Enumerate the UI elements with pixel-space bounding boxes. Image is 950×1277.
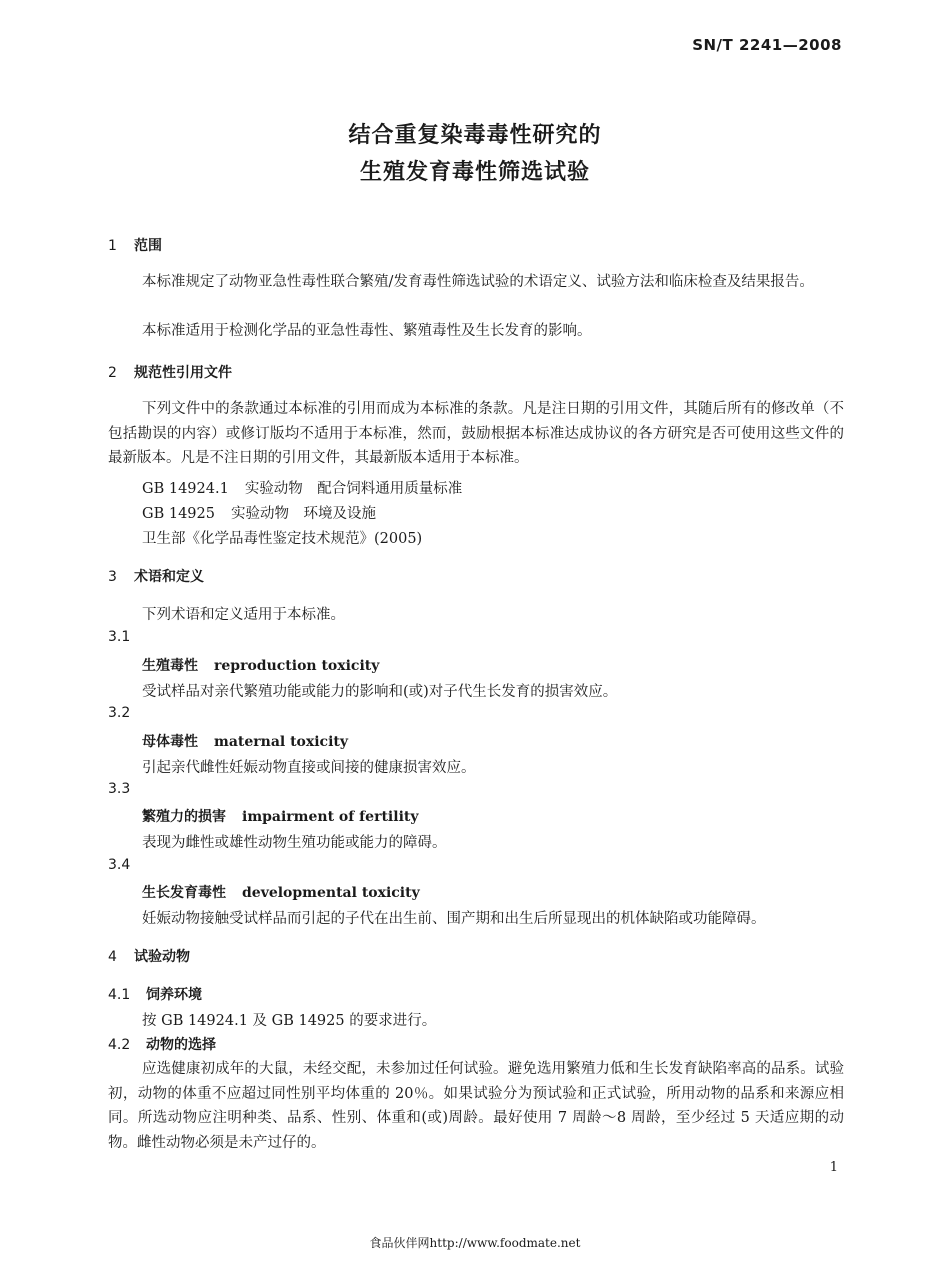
reference-item <box>142 502 376 523</box>
subsection-number: 4.1 <box>108 987 131 1003</box>
section-number: 1 <box>108 238 117 254</box>
term-english: developmental toxicity <box>242 885 420 901</box>
section-number: 3 <box>108 569 117 585</box>
page-number: 1 <box>829 1160 838 1175</box>
term-heading <box>142 731 348 751</box>
clause-number: 3.4 <box>108 857 131 873</box>
section-title: 术语和定义 <box>134 569 204 585</box>
subsection-4-2-heading <box>108 1034 216 1054</box>
term-chinese: 生殖毒性 <box>142 658 198 674</box>
reference-title: 实验动物 环境及设施 <box>230 506 376 522</box>
reference-code: GB 14925 <box>142 506 215 522</box>
standard-code: SN/T 2241—2008 <box>692 36 842 54</box>
term-heading <box>142 882 420 902</box>
section-2-heading <box>108 362 232 382</box>
section-title: 试验动物 <box>134 949 190 965</box>
section-number: 4 <box>108 949 117 965</box>
term-english: maternal toxicity <box>214 734 348 750</box>
reference-code: GB 14924.1 <box>142 481 229 497</box>
term-chinese: 母体毒性 <box>142 734 198 750</box>
section-4-heading <box>108 946 190 966</box>
clause-number: 3.3 <box>108 781 131 797</box>
term-heading <box>142 655 379 675</box>
clause-number: 3.1 <box>108 629 131 645</box>
term-definition: 受试样品对亲代繁殖功能或能力的影响和(或)对子代生长发育的损害效应。 <box>142 684 618 700</box>
section-title: 范围 <box>134 238 162 254</box>
term-definition: 引起亲代雌性妊娠动物直接或间接的健康损害效应。 <box>142 760 476 776</box>
subsection-4-1-text: 按 GB 14924.1 及 GB 14925 的要求进行。 <box>142 1013 437 1029</box>
section-1-paragraph-1: 本标准规定了动物亚急性毒性联合繁殖/发育毒性筛选试验的术语定义、试验方法和临床检查及结果报告。 <box>142 274 814 290</box>
term-english: reproduction toxicity <box>214 658 380 674</box>
section-3-heading <box>108 566 204 586</box>
reference-item <box>142 477 462 498</box>
section-title: 规范性引用文件 <box>134 365 232 381</box>
section-1-heading <box>108 235 162 255</box>
subsection-4-1-heading <box>108 984 202 1004</box>
clause-number: 3.2 <box>108 705 131 721</box>
footer-watermark: 食品伙伴网http://www.foodmate.net <box>369 1236 581 1250</box>
term-heading <box>142 806 419 826</box>
reference-title: 实验动物 配合饲料通用质量标准 <box>244 481 463 497</box>
term-definition: 妊娠动物接触受试样品而引起的子代在出生前、围产期和出生后所显现出的机体缺陷或功能障碍。 <box>142 911 766 927</box>
subsection-4-2-text: 应选健康初成年的大鼠，未经交配，未参加过任何试验。避免选用繁殖力低和生长发育缺陷率高的品系。试验初，动物的体重不应超过同性别平均体重的 20％。如果试验分为预试验和正式试验，所用动物的品系和来源应相同。所选动物应注明种类、品系、性别、体重和(或)周龄。最好使用 7 周龄～8 周龄，至少经过 5 天适应期的动物。雌性动物必须是未产过仔的。 <box>108 1061 844 1151</box>
term-definition: 表现为雌性或雄性动物生殖功能或能力的障碍。 <box>142 835 447 851</box>
section-number: 2 <box>108 365 117 381</box>
term-chinese: 繁殖力的损害 <box>142 809 226 825</box>
term-chinese: 生长发育毒性 <box>142 885 226 901</box>
subsection-title: 动物的选择 <box>146 1037 216 1053</box>
document-title-line-2: 生殖发育毒性筛选试验 <box>359 160 590 185</box>
section-2-paragraph-1: 下列文件中的条款通过本标准的引用而成为本标准的条款。凡是注日期的引用文件，其随后所有的修改单（不包括勘误的内容）或修订版均不适用于本标准，然而，鼓励根据本标准达成协议的各方研究是否可使用这些文件的最新版本。凡是不注日期的引用文件，其最新版本适用于本标准。 <box>108 401 844 466</box>
section-3-intro: 下列术语和定义适用于本标准。 <box>142 607 345 623</box>
section-1-paragraph-2: 本标准适用于检测化学品的亚急性毒性、繁殖毒性及生长发育的影响。 <box>142 323 592 339</box>
term-english: impairment of fertility <box>242 809 419 825</box>
reference-item: 卫生部《化学品毒性鉴定技术规范》(2005) <box>142 531 423 547</box>
subsection-title: 饲养环境 <box>146 987 202 1003</box>
subsection-number: 4.2 <box>108 1037 131 1053</box>
document-title-line-1: 结合重复染毒毒性研究的 <box>348 123 602 148</box>
